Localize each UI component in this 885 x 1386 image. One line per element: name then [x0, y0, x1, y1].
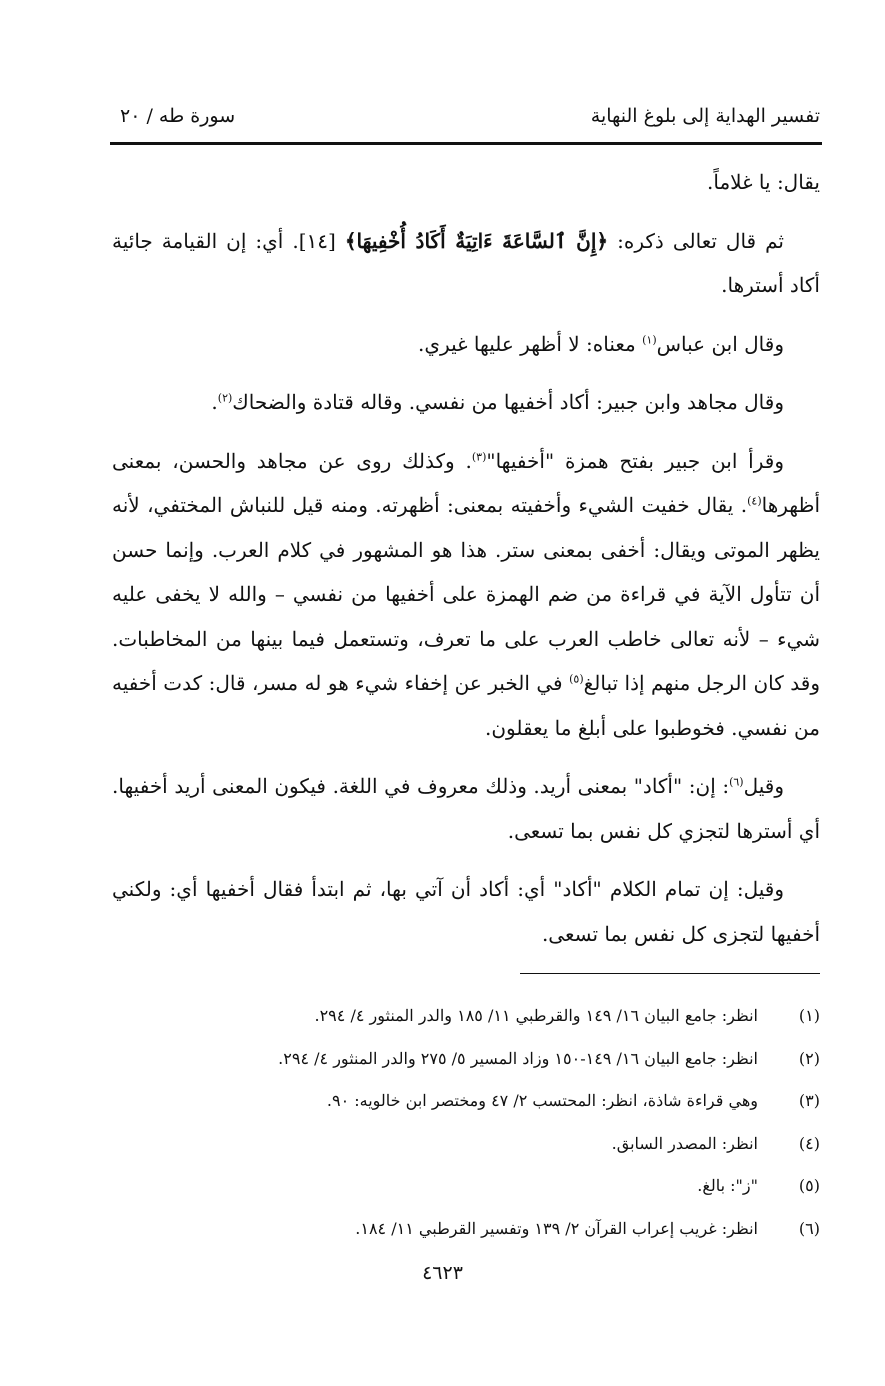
footnote-ref: (٣): [471, 449, 487, 463]
footnote-text: انظر: جامع البيان ١٦/ ١٤٩ والقرطبي ١١/ ١٨٥ والدر المنثور ٤/ ٢٩٤.: [314, 1006, 758, 1025]
footnote: [112, 1038, 820, 1081]
paragraph: وقيل: إن تمام الكلام "أكاد" أي: أكاد أن آتي بها، ثم ابتدأ فقال أخفيها أي: ولكني أخفيها لتجزى كل نفس بما تسعى.: [112, 877, 820, 946]
footnote: [112, 1208, 820, 1251]
page-number: ٤٦٢٣: [422, 1262, 463, 1284]
footnote-ref: (٥): [569, 672, 584, 686]
footnotes: [112, 995, 820, 1250]
header-rule: [110, 142, 822, 145]
footnote-number: (١): [798, 1006, 820, 1025]
footnote: [112, 1080, 820, 1123]
footnote-text: "ز": بالغ.: [697, 1176, 758, 1195]
footnote-text: وهي قراءة شاذة، انظر: المحتسب ٢/ ٤٧ ومختصر ابن خالويه: ٩٠.: [326, 1091, 758, 1110]
surah-reference: سورة طه / ٢٠: [120, 105, 236, 127]
footnote-text: انظر: المصدر السابق.: [611, 1133, 758, 1153]
footnote-number: (٦): [798, 1218, 820, 1238]
paragraph: وقرأ ابن جبير بفتح همزة "أخفيها"$^{(٣)}$. وكذلك روى عن مجاهد والحسن، بمعنى أظهرها$^{(٤)}$. يقال خفيت الشيء وأخفيته بمعنى: أظهرته. ومنه قيل للنباش المختفي، لأنه يظهر الموتى ويقال: أخفى بمعنى ستر. هذا هو المشهور في كلام العرب. وإنما حسن أن تتأول الآية في قراءة من ضم الهمزة على أخفيها من نفسي – والله لا يخفى عليه شيء – لأنه تعالى خاطب العرب على ما تعرف، وتستعمل فيما بينها من المخاطبات. وقد كان الرجل منهم إذا تبالغ$^{(٥)}$ في الخبر عن إخفاء شيء هو له مسر، قال: كدت أخفيه من نفسي. فخوطبوا على أبلغ ما يعقلون.: [112, 448, 821, 740]
quran-verse: ﴿إِنَّ ٱلسَّاعَةَ ءَاتِيَةٌ أَكَادُ أُخْفِيهَا﴾: [344, 228, 609, 253]
footnote: [112, 1165, 820, 1208]
footnote-number: (٤): [798, 1133, 820, 1153]
main-text: [112, 160, 820, 970]
paragraph: ثم قال تعالى ذكره: ﴿إِنَّ ٱلسَّاعَةَ ءَاتِيَةٌ أَكَادُ أُخْفِيهَا﴾ [١٤]. أي: إن القيامة جائية أكاد أسترها.: [112, 228, 820, 297]
book-title: تفسير الهداية إلى بلوغ النهاية: [590, 105, 820, 127]
footnote-ref: (٢): [217, 391, 233, 405]
paragraph: وقيل$^{(٦)}$: إن: "أكاد" بمعنى أريد. وذلك معروف في اللغة. فيكون المعنى أريد أخفيها. أي أسترها لتجزي كل نفس بما تسعى.: [112, 774, 820, 843]
footnote: [112, 1123, 820, 1166]
footnote-text: انظر: غريب إعراب القرآن ٢/ ١٣٩ وتفسير القرطبي ١١/ ١٨٤.: [355, 1218, 758, 1238]
footnote-text: انظر: جامع البيان ١٦/ ١٤٩-١٥٠ وزاد المسير ٥/ ٢٧٥ والدر المنثور ٤/ ٢٩٤.: [278, 1048, 758, 1068]
footnote-number: (٣): [798, 1091, 820, 1110]
footnote: [112, 995, 820, 1038]
footnote-ref: (١): [642, 332, 657, 346]
paragraph: وقال مجاهد وابن جبير: أكاد أخفيها من نفسي. وقاله قتادة والضحاك$^{(٢)}$.: [211, 390, 784, 414]
footnote-rule: [520, 973, 820, 974]
footnote-ref: (٤): [747, 494, 762, 508]
running-header: [110, 96, 820, 136]
footnote-number: (٥): [798, 1176, 820, 1195]
footnote-number: (٢): [798, 1048, 820, 1068]
paragraph: يقال: يا غلاماً.: [707, 170, 820, 194]
footnote-ref: (٦): [729, 775, 744, 789]
paragraph: وقال ابن عباس$^{(١)}$ معناه: لا أظهر عليها غيري.: [418, 331, 784, 356]
